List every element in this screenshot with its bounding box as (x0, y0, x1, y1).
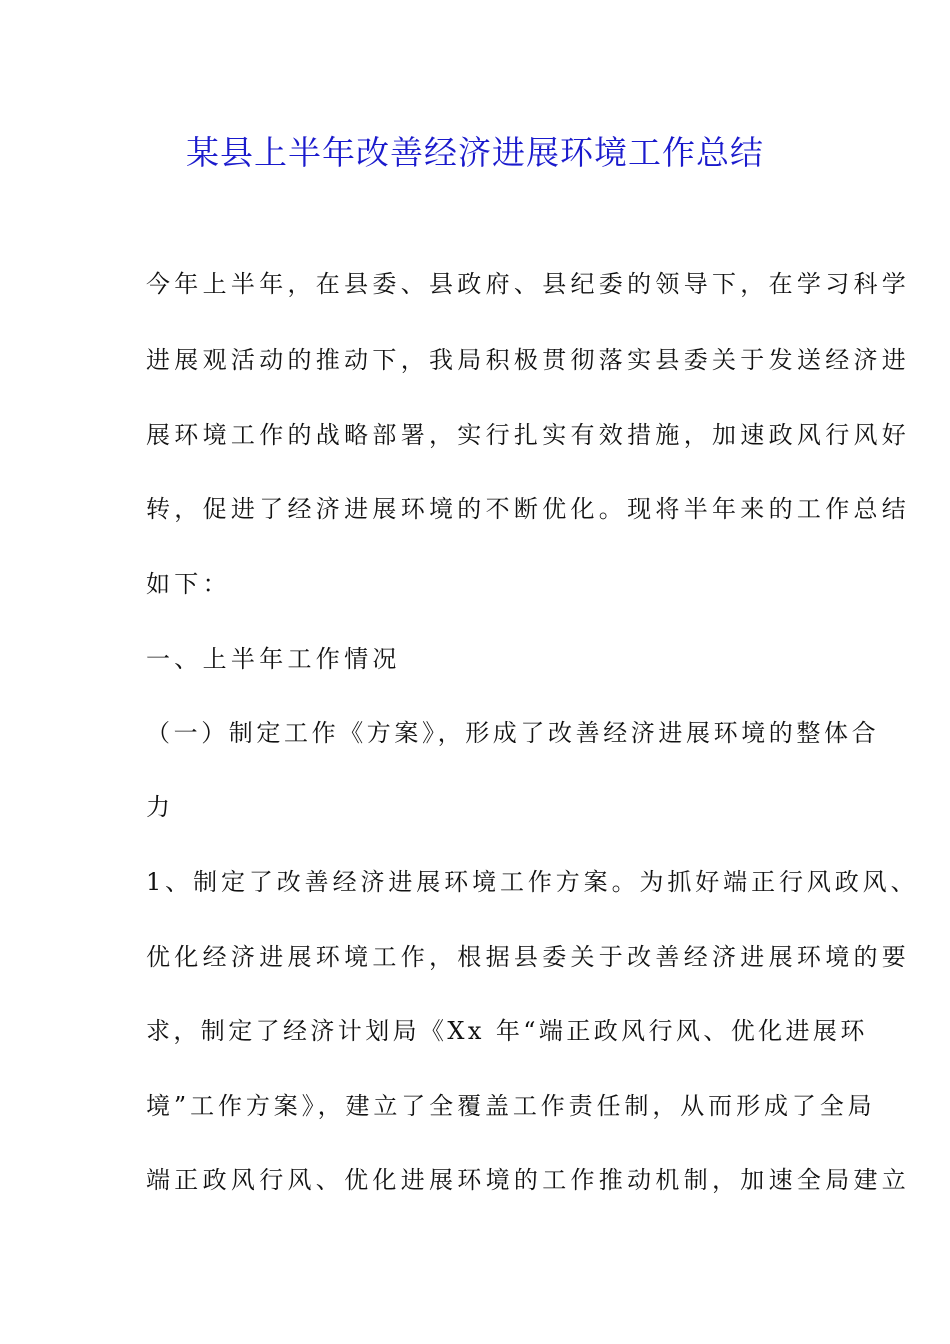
body-text-line: 1、制定了改善经济进展环境工作方案。为抓好端正行风政风、 (146, 868, 919, 896)
subsection-heading-continued: 力 (146, 793, 175, 821)
section-heading: 一、上半年工作情况 (146, 645, 401, 673)
body-text-line: 优化经济进展环境工作，根据县委关于改善经济进展环境的要 (146, 943, 911, 971)
body-text-line: 今年上半年，在县委、县政府、县纪委的领导下，在学习科学 (146, 270, 911, 298)
body-text-line: 展环境工作的战略部署，实行扎实有效措施，加速政风行风好 (146, 421, 911, 449)
body-text-line: 端正政风行风、优化进展环境的工作推动机制，加速全局建立 (146, 1166, 911, 1194)
body-text-line: 境”工作方案》，建立了全覆盖工作责任制，从而形成了全局 (146, 1092, 876, 1120)
subsection-heading: （一）制定工作《方案》，形成了改善经济进展环境的整体合 (146, 719, 880, 747)
body-text-line: 转，促进了经济进展环境的不断优化。现将半年来的工作总结 (146, 495, 911, 523)
document-title: 某县上半年改善经济进展环境工作总结 (186, 133, 764, 172)
body-text-line: 求，制定了经济计划局《Xx 年“端正政风行风、优化进展环 (146, 1017, 868, 1045)
body-text-line: 进展观活动的推动下，我局积极贯彻落实县委关于发送经济进 (146, 346, 911, 374)
body-text-line: 如下： (146, 570, 231, 598)
